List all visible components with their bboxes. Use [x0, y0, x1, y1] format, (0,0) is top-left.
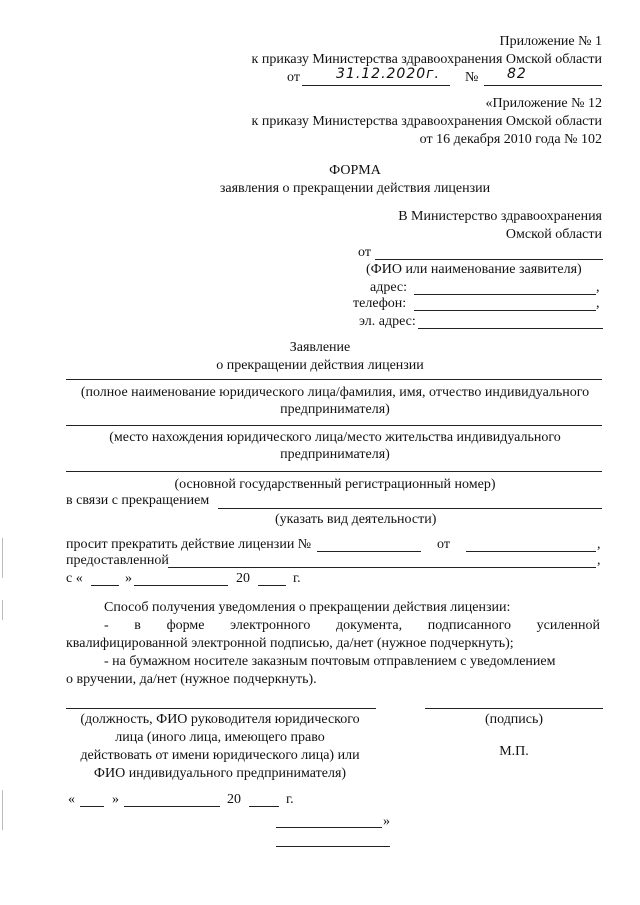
since-year-prefix: 20 [236, 571, 250, 586]
applicant-name-hint-2: предпринимателя) [280, 402, 390, 417]
since-month-field[interactable] [134, 585, 228, 586]
provided-label: предоставленной [66, 553, 169, 568]
appendix-number: Приложение № 1 [499, 34, 602, 49]
since-year-suffix: г. [293, 571, 301, 586]
closing-quote: » [383, 814, 390, 829]
address-field[interactable] [414, 294, 596, 295]
address-label: адрес: [370, 280, 408, 295]
license-from-label: от [437, 537, 450, 552]
location-field[interactable] [66, 425, 602, 426]
word: усиленной [536, 618, 601, 633]
order-date: от 16 декабря 2010 года № 102 [419, 132, 602, 147]
email-field[interactable] [418, 328, 603, 329]
since-quote-close: » [125, 571, 132, 586]
scan-mark [2, 538, 6, 578]
application-title: Заявление [289, 340, 351, 355]
position-hint-1: (должность, ФИО руководителя юридического [80, 712, 360, 727]
notification-option-1-line-1 [104, 618, 600, 634]
number-line [484, 85, 602, 86]
word: форме [166, 618, 205, 633]
sign-day-field[interactable] [80, 806, 104, 807]
sign-year-prefix: 20 [227, 792, 241, 807]
form-subtitle: заявления о прекращении действия лицензии [219, 181, 491, 196]
application-subtitle: о прекращении действия лицензии [216, 358, 424, 373]
word: подписанного [427, 618, 511, 633]
date-label: от [287, 70, 300, 85]
provided-field[interactable] [168, 567, 596, 568]
handwritten-date: 31.12.2020г. [336, 66, 440, 82]
signature-hint: (подпись) [484, 712, 544, 727]
number-label: № [465, 70, 479, 85]
position-hint-3: действовать от имени юридического лица) или [80, 748, 360, 763]
closing-line-1 [276, 827, 382, 828]
addressee-line-1: В Министерство здравоохранения [398, 209, 602, 224]
form-title: ФОРМА [329, 163, 381, 178]
phone-field[interactable] [414, 310, 596, 311]
word: - в [104, 618, 141, 633]
sign-year-suffix: г. [286, 792, 294, 807]
scan-mark [2, 600, 6, 620]
sign-date-open: « [68, 792, 75, 807]
position-hint-2: лица (иного лица, имеющего право [115, 730, 325, 745]
location-hint-2: предпринимателя) [280, 447, 390, 462]
scan-mark [2, 790, 6, 830]
sign-date-close: » [112, 792, 119, 807]
date-line [302, 85, 450, 86]
applicant-name-field[interactable] [66, 379, 602, 380]
appendix-12: «Приложение № 12 [485, 96, 602, 111]
activity-hint: (указать вид деятельности) [275, 512, 437, 527]
order-reference: к приказу Министерства здравоохранения Омской области [251, 52, 602, 67]
ogrn-hint: (основной государственный регистрационный номер) [174, 477, 496, 492]
license-number-field[interactable] [317, 551, 421, 552]
since-day-field[interactable] [91, 585, 119, 586]
notification-intro: Способ получения уведомления о прекращении действия лицензии: [104, 600, 511, 615]
email-label: эл. адрес: [359, 314, 416, 329]
activity-field[interactable] [218, 508, 602, 509]
word: документа, [336, 618, 403, 633]
closing-line-2 [276, 846, 390, 847]
word: электронного [230, 618, 311, 633]
since-prefix: с « [66, 571, 83, 586]
addressee-line-2: Омской области [505, 227, 602, 242]
request-label: просит прекратить действие лицензии № [66, 537, 312, 552]
phone-label: телефон: [353, 296, 407, 311]
ogrn-field[interactable] [66, 471, 602, 472]
applicant-name-hint-1: (полное наименование юридического лица/фамилия, имя, отчество индивидуального [80, 385, 590, 400]
notification-option-2-line-2: о вручении, да/нет (нужное подчеркнуть). [66, 672, 317, 687]
handwritten-number: 82 [507, 66, 527, 82]
order-reference-2: к приказу Министерства здравоохранения Омской области [251, 114, 602, 129]
notification-option-2-line-1: - на бумажном носителе заказным почтовым отправлением с уведомлением [104, 654, 556, 669]
stamp-label: М.П. [499, 744, 529, 759]
due-to-label: в связи с прекращением [66, 493, 210, 508]
sign-month-field[interactable] [124, 806, 220, 807]
location-hint-1: (место нахождения юридического лица/место жительства индивидуального [109, 430, 561, 445]
license-date-field[interactable] [466, 551, 596, 552]
fio-hint: (ФИО или наименование заявителя) [366, 262, 582, 277]
position-field[interactable] [66, 708, 376, 709]
signature-field[interactable] [425, 708, 603, 709]
since-year-field[interactable] [258, 585, 286, 586]
from-label: от [358, 245, 371, 260]
sign-year-field[interactable] [249, 806, 279, 807]
notification-option-1-line-2: квалифицированной электронной подписью, да/нет (нужное подчеркнуть); [66, 636, 514, 651]
applicant-field[interactable] [375, 259, 603, 260]
position-hint-4: ФИО индивидуального предпринимателя) [93, 766, 347, 781]
